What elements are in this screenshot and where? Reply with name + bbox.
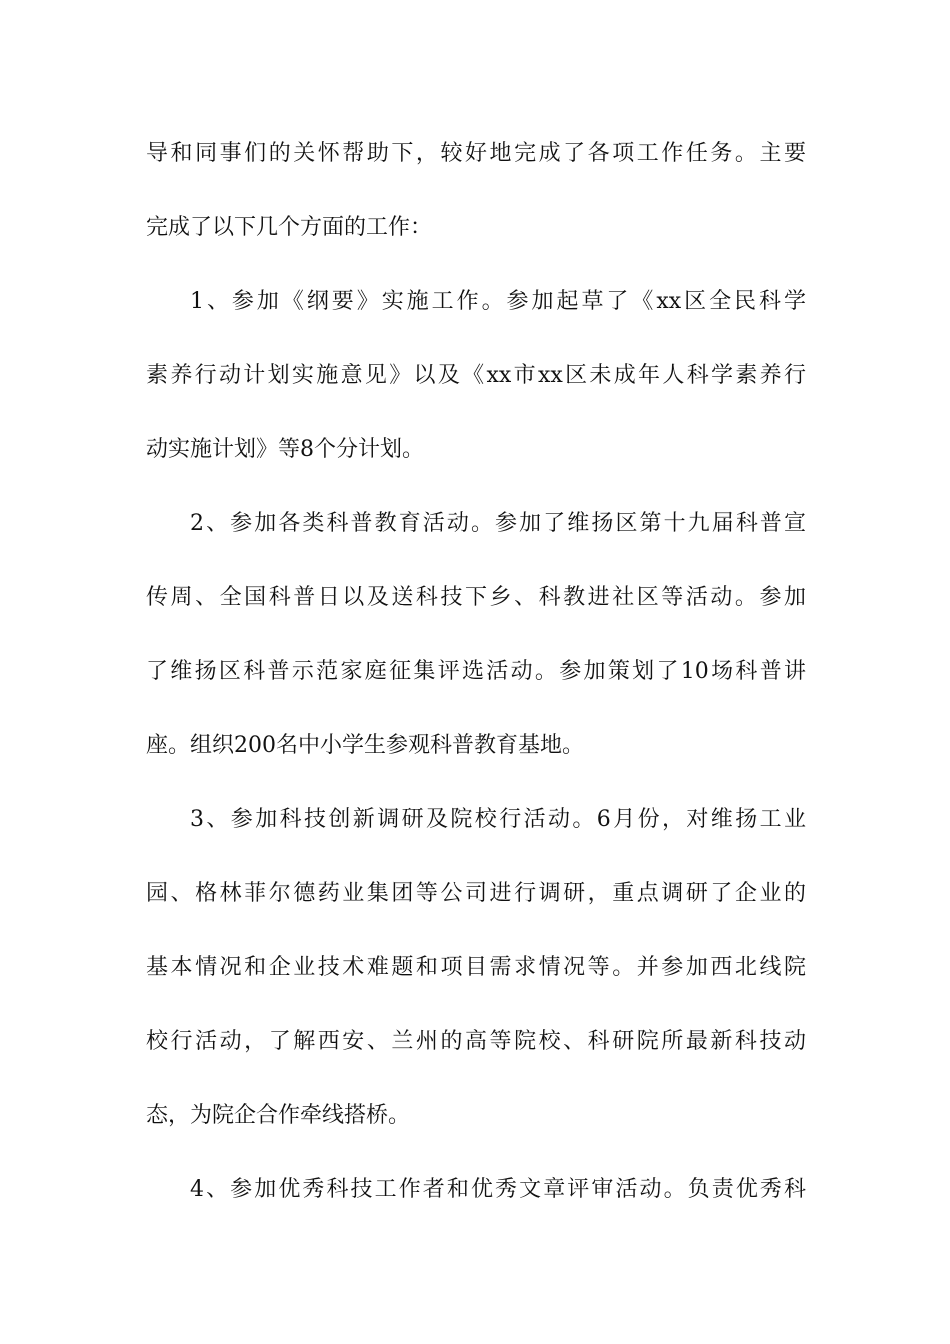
document-body [146, 124, 806, 1234]
text-line: 完成了以下几个方面的工作： [146, 215, 433, 240]
text-line: 动实施计划》等8个分计划。 [146, 437, 424, 462]
paragraph-2-start: 2、参加各类科普教育活动。参加了维扬区第十九届科普宣 [190, 511, 806, 536]
paragraph-4-start: 4、参加优秀科技工作者和优秀文章评审活动。负责优秀科 [190, 1177, 806, 1202]
paragraph-3-start: 3、参加科技创新调研及院校行活动。6月份，对维扬工业 [190, 807, 806, 832]
text-line: 基本情况和企业技术难题和项目需求情况等。并参加西北线院 [146, 955, 806, 980]
text-line: 态，为院企合作牵线搭桥。 [146, 1103, 411, 1128]
text-line: 校行活动，了解西安、兰州的高等院校、科研院所最新科技动 [146, 1029, 806, 1054]
text-line: 导和同事们的关怀帮助下，较好地完成了各项工作任务。主要 [146, 141, 806, 166]
text-line: 了维扬区科普示范家庭征集评选活动。参加策划了10场科普讲 [146, 659, 806, 684]
text-line: 园、格林菲尔德药业集团等公司进行调研，重点调研了企业的 [146, 881, 806, 906]
text-line: 素养行动计划实施意见》以及《xx市xx区未成年人科学素养行 [146, 363, 806, 388]
text-line: 传周、全国科普日以及送科技下乡、科教进社区等活动。参加 [146, 585, 806, 610]
paragraph-1-start: 1、参加《纲要》实施工作。参加起草了《xx区全民科学 [190, 289, 806, 314]
text-line: 座。组织200名中小学生参观科普教育基地。 [146, 733, 584, 758]
